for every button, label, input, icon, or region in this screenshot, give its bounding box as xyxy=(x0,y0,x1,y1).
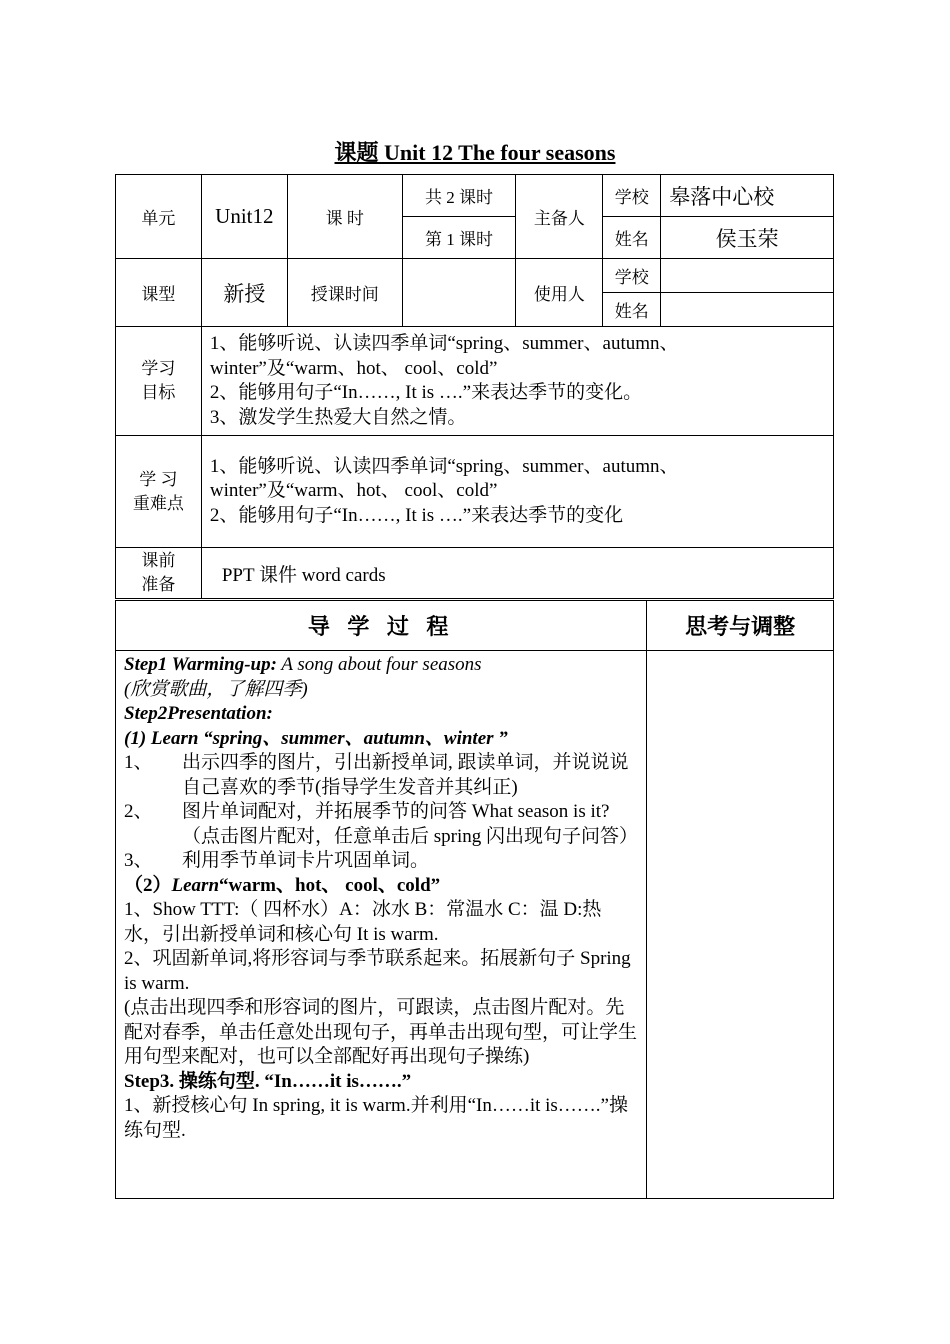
list-item: 3、 利用季节单词卡片巩固单词。 xyxy=(124,850,430,871)
goal-item: 2、能够用句子“In……, It is ….”来表达季节的变化。 xyxy=(209,382,643,403)
step1-note: (欣赏歌曲，了解四季) xyxy=(124,678,308,700)
name-label: 姓名 xyxy=(603,217,661,259)
name-value-2 xyxy=(661,293,834,327)
lesson-info-table xyxy=(115,174,834,599)
name-label-2: 姓名 xyxy=(603,293,661,327)
school-value-2 xyxy=(661,259,834,293)
user-label: 使用人 xyxy=(516,259,603,327)
prep-label: 课前 准备 xyxy=(116,548,202,599)
learn-seasons: (1) Learn “spring、summer、autumn、winter ” xyxy=(124,727,508,749)
type-value: 新授 xyxy=(201,259,287,327)
time-value xyxy=(402,259,516,327)
goals-label: 学习 目标 xyxy=(116,327,202,436)
page-title: 课题 Unit 12 The four seasons xyxy=(334,140,616,165)
step3-title: Step3. 操练句型. “In……it is…….” xyxy=(124,1070,412,1092)
goal-item: 1、能够听说、认读四季单词“spring、summer、autumn、winter”及“warm、hot、 cool、cold” xyxy=(209,333,679,379)
school-label-2: 学校 xyxy=(603,259,661,293)
list-item: 1、 出示四季的图片，引出新授单词, 跟读单词，并说说说自己喜欢的季节(指导学生发音并其纠正) xyxy=(124,752,629,798)
period-label: 课 时 xyxy=(287,175,402,259)
learn-adjectives: （2）Learn“warm、hot、 cool、cold” xyxy=(124,874,441,896)
step2-title: Step2Presentation: xyxy=(124,703,273,724)
list-item: 2、 图片单词配对，并拓展季节的问答 What season is it?（点击图片配对，任意单击后 spring 闪出现句子问答） xyxy=(124,801,639,847)
process-content xyxy=(116,651,647,1199)
key-point-item: 1、能够听说、认读四季单词“spring、summer、autumn、winter”及“warm、hot、 cool、cold” xyxy=(209,455,679,502)
total-periods: 共 2 课时 xyxy=(402,175,516,217)
school-label: 学校 xyxy=(603,175,661,217)
prep-value: PPT 课件 word cards xyxy=(201,548,833,599)
paragraph: 1、新授核心句 In spring, it is warm.并利用“In……it is…….”操练句型. xyxy=(124,1095,628,1141)
name-value: 侯玉荣 xyxy=(661,217,834,259)
reflect-header: 思考与调整 xyxy=(647,601,834,651)
paragraph: 1、Show TTT:（ 四杯水）A：冰水 B：常温水 C：温 D:热水，引出新授单词和核心句 It is warm. xyxy=(124,899,602,945)
step1: Step1 Warming-up: A song about four seasons xyxy=(124,654,482,675)
reflect-cell xyxy=(647,651,834,1199)
key-points-label: 学 习 重难点 xyxy=(116,436,202,548)
key-point-item: 2、能够用句子“In……, It is ….”来表达季节的变化 xyxy=(209,504,624,526)
unit-label: 单元 xyxy=(116,175,202,259)
process-header: 导 学 过 程 xyxy=(116,601,647,651)
unit-value: Unit12 xyxy=(201,175,287,259)
paragraph: 2、巩固新单词,将形容词与季节联系起来。拓展新句子 Spring is warm. xyxy=(124,948,631,994)
goals-cell xyxy=(201,327,833,436)
goal-item: 3、激发学生热爱大自然之情。 xyxy=(209,406,467,428)
type-label: 课型 xyxy=(116,259,202,327)
current-period: 第 1 课时 xyxy=(402,217,516,259)
school-value: 皋落中心校 xyxy=(661,175,834,217)
paragraph: (点击出现四季和形容词的图片，可跟读，点击图片配对。先配对春季，单击任意处出现句子，再单击出现句型，可让学生用句型来配对，也可以全部配好再出现句子操练) xyxy=(124,997,638,1067)
process-table xyxy=(115,600,834,1199)
key-points-cell xyxy=(201,436,833,548)
preparer-label: 主备人 xyxy=(516,175,603,259)
time-label: 授课时间 xyxy=(287,259,402,327)
